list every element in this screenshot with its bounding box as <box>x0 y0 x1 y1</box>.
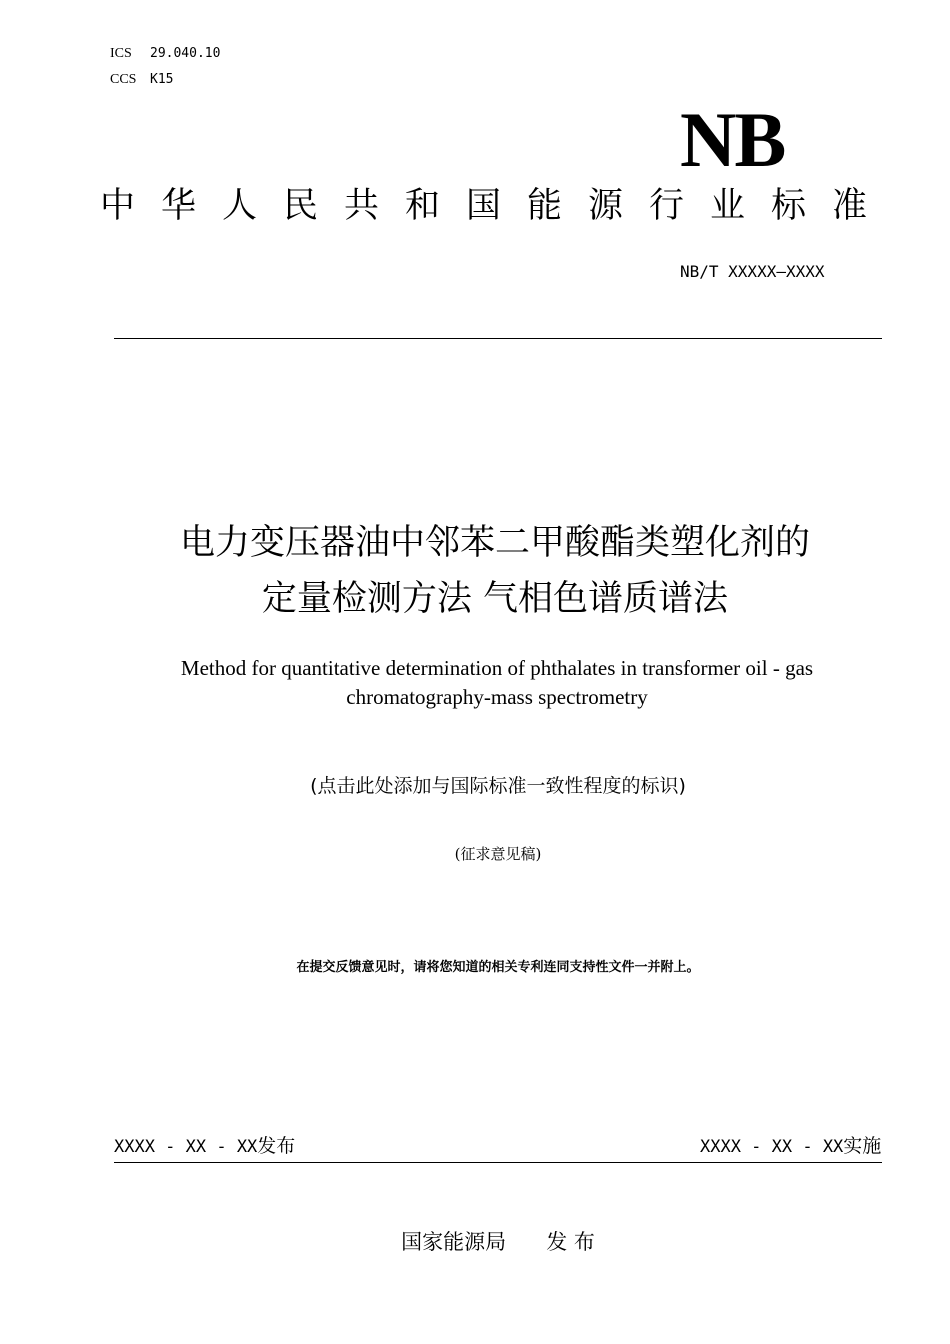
top-divider <box>114 338 882 339</box>
title-cn-line1: 电力变压器油中邻苯二甲酸酯类塑化剂的 <box>179 523 810 563</box>
publish-date-block <box>114 1134 295 1159</box>
nb-logo: NB <box>680 96 785 183</box>
draft-status: (征求意见稿) <box>454 845 542 863</box>
ics-value: 29.040.10 <box>150 46 221 61</box>
standard-number: NB/T XXXXX—XXXX <box>680 262 825 281</box>
standard-category: 中华人民共和国能源行业标准 <box>100 186 894 226</box>
implement-date: XXXX - XX - XX <box>700 1137 844 1157</box>
ccs-row <box>110 72 173 88</box>
ics-row <box>110 46 220 62</box>
consistency-placeholder[interactable]: (点击此处添加与国际标准一致性程度的标识) <box>310 775 686 797</box>
title-cn-line2: 定量检测方法 气相色谱质谱法 <box>261 579 729 619</box>
ccs-value: K15 <box>150 72 174 87</box>
issuer-name: 国家能源局 <box>401 1230 507 1254</box>
issuer-line <box>100 1228 896 1256</box>
ics-label: ICS <box>110 46 132 61</box>
publish-date: XXXX - XX - XX <box>114 1137 258 1157</box>
issuer-action: 发 布 <box>546 1230 595 1254</box>
implement-label: 实施 <box>843 1135 882 1157</box>
ccs-label: CCS <box>110 72 137 87</box>
implement-date-block <box>700 1134 881 1159</box>
bottom-divider <box>114 1162 882 1163</box>
patent-note: 在提交反馈意见时，请将您知道的相关专利连同支持性文件一并附上。 <box>296 960 700 975</box>
title-en-line2: chromatography-mass spectrometry <box>346 685 648 709</box>
publish-label: 发布 <box>257 1135 296 1157</box>
title-en-line1: Method for quantitative determination of phthalates in transformer oil - gas <box>180 656 814 680</box>
